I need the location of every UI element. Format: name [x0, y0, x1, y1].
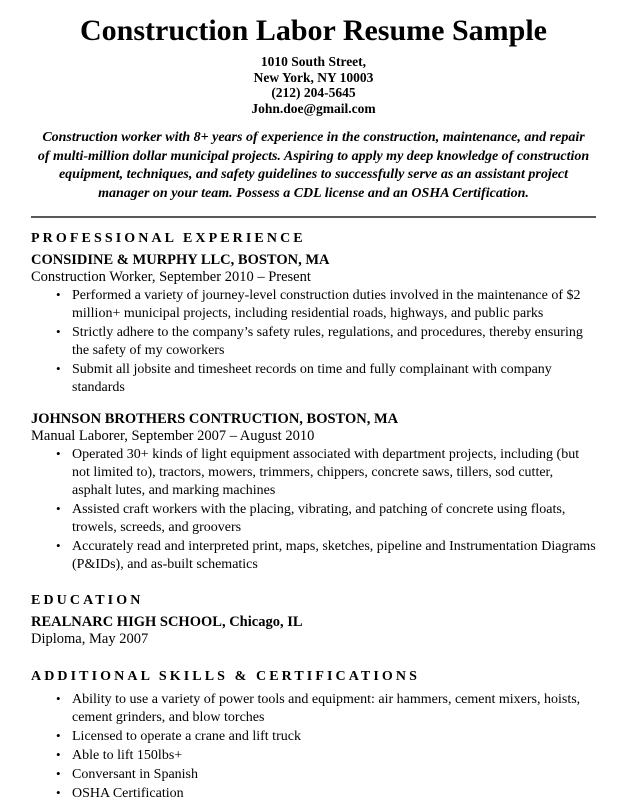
list-item: • Ability to use a variety of power tools and equipment: air hammers, cement mixers, hoists, cement grinders, and blow torches — [31, 691, 596, 727]
skills-bullet-list — [31, 691, 596, 803]
list-item: • Assisted craft workers with the placing, vibrating, and patching of concrete using floats, trowels, screeds, and groovers — [31, 501, 596, 537]
education-school: REALNARC HIGH SCHOOL, Chicago, IL — [31, 614, 303, 630]
section-education — [31, 592, 596, 648]
list-item: • OSHA Certification — [31, 785, 596, 803]
contact-address-line: 1010 South Street, — [260, 54, 367, 69]
section-additional-skills — [31, 668, 596, 803]
experience-organization: CONSIDINE & MURPHY LLC, BOSTON, MA — [31, 252, 330, 268]
experience-entry — [31, 411, 596, 574]
list-item: • Licensed to operate a crane and lift truck — [31, 728, 596, 746]
experience-role-dates: Manual Laborer, September 2007 – August 2010 — [31, 428, 315, 444]
page-title: Construction Labor Resume Sample — [80, 14, 547, 47]
list-item: • Submit all jobsite and timesheet records on time and fully complainant with company standards — [31, 361, 596, 397]
education-degree: Diploma, May 2007 — [31, 631, 149, 647]
section-heading-experience: PROFESSIONAL EXPERIENCE — [31, 231, 306, 246]
header-divider — [31, 216, 596, 218]
list-item: • Performed a variety of journey-level construction duties involved in the maintenance of $2 million+ municipal projects, including residential roads, highways, and public parks — [31, 287, 596, 323]
experience-organization: JOHNSON BROTHERS CONTRUCTION, BOSTON, MA — [31, 411, 399, 427]
contact-email: John.doe@gmail.com — [251, 100, 376, 116]
contact-city-line: New York, NY 10003 — [253, 69, 374, 85]
section-professional-experience — [31, 230, 596, 574]
section-heading-education: EDUCATION — [31, 593, 144, 608]
experience-bullet-list — [31, 287, 596, 397]
section-heading-skills: ADDITIONAL SKILLS & CERTIFICATIONS — [31, 669, 420, 684]
experience-entry — [31, 252, 596, 397]
list-item: • Operated 30+ kinds of light equipment associated with department projects, including (but not limited to), tractors, mowers, trimmers, chippers, concrete saws, tillers, sod cutter, asphalt lutes, and marking machines — [31, 446, 596, 500]
list-item: • Strictly adhere to the company’s safety rules, regulations, and procedures, thereby ensuring the safety of my coworkers — [31, 324, 596, 360]
contact-block — [31, 54, 596, 116]
list-item: • Accurately read and interpreted print, maps, sketches, pipeline and Instrumentation Diagrams (P&IDs), and as-built schematics — [31, 538, 596, 574]
list-item: • Conversant in Spanish — [31, 766, 596, 784]
experience-role-dates: Construction Worker, September 2010 – Present — [31, 269, 311, 285]
list-item: • Able to lift 150lbs+ — [31, 747, 596, 765]
experience-bullet-list — [31, 446, 596, 574]
summary-paragraph: Construction worker with 8+ years of experience in the construction, maintenance, and repair of multi-million dollar municipal projects. Aspiring to apply my deep knowledge of construction equipment, techniques, and safety guidelines to successfully serve as an assistant project manager on your team. Possess a CDL license and an OSHA Certification. — [37, 130, 590, 201]
contact-phone: (212) 204-5645 — [271, 85, 356, 100]
